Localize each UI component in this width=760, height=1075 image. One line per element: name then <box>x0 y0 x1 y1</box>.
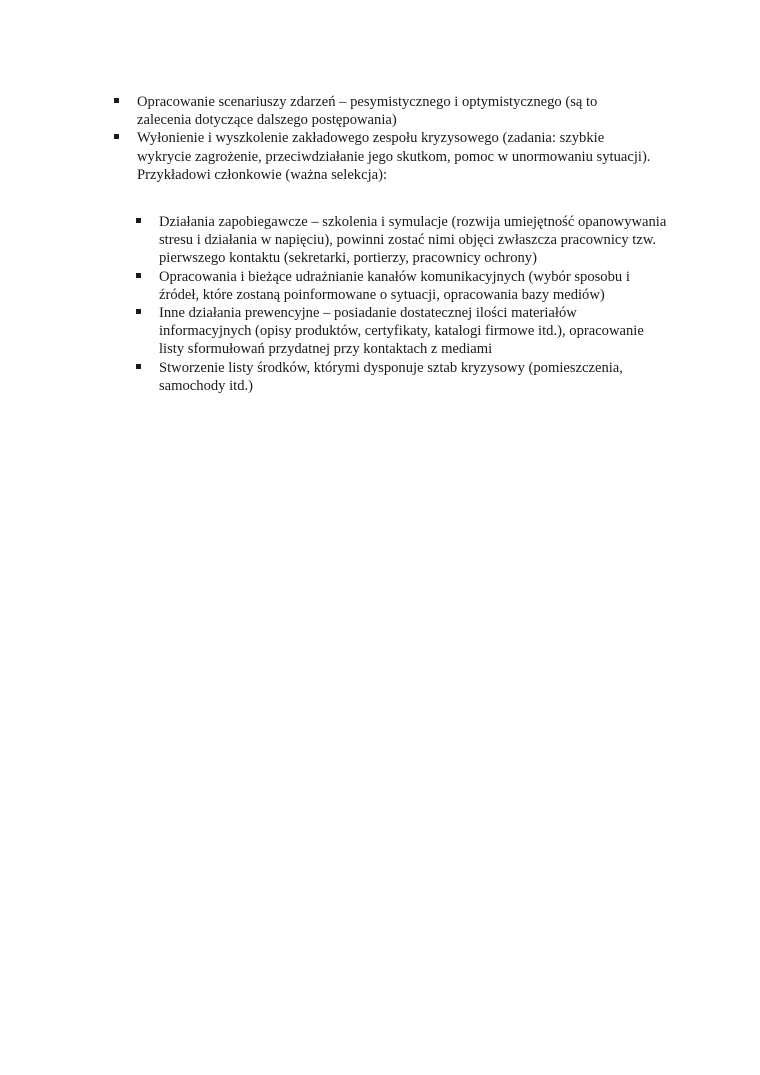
square-bullet-icon <box>136 273 141 278</box>
square-bullet-icon <box>114 98 119 103</box>
sub-bullet-list <box>136 213 672 395</box>
square-bullet-icon <box>136 218 141 223</box>
list-item-text: Inne działania prewencyjne – posiadanie dostatecznej ilości materiałów informacyjnych (opisy produktów, certyfikaty, katalogi firmowe itd.), opracowanie listy sformułowań przydatnej przy kontaktach z mediami <box>159 305 644 358</box>
list-item-text: Opracowanie scenariuszy zdarzeń – pesymistycznego i optymistycznego (są to zalecenia dotyczące dalszego postępowania) <box>137 94 598 129</box>
list-item <box>114 93 654 129</box>
list-item-text: Opracowania i bieżące udrażnianie kanałów komunikacyjnych (wybór sposobu i źródeł, które zostaną poinformowane o sytuacji, opracowania bazy mediów) <box>159 268 630 303</box>
list-item-text: Stworzenie listy środków, którymi dysponuje sztab kryzysowy (pomieszczenia, samochody itd.) <box>159 359 623 394</box>
square-bullet-icon <box>136 309 141 314</box>
list-item-text: Wyłonienie i wyszkolenie zakładowego zespołu kryzysowego (zadania: szybkie wykrycie zagrożenie, przeciwdziałanie jego skutkom, pomoc w unormowaniu sytuacji). Przykładowi członkowie (ważna selekcja): <box>137 130 651 183</box>
list-item <box>136 268 672 304</box>
list-item-text: Działania zapobiegawcze – szkolenia i symulacje (rozwija umiejętność opanowywania stresu i działania w napięciu), powinni zostać nimi objęci zwłaszcza pracownicy tzw. pierwszego kontaktu (sekretarki, portierzy, pracownicy ochrony) <box>159 214 667 267</box>
list-item <box>114 129 654 184</box>
list-item <box>136 359 672 395</box>
main-bullet-list <box>114 93 654 184</box>
square-bullet-icon <box>114 134 119 139</box>
square-bullet-icon <box>136 364 141 369</box>
list-item <box>136 304 672 359</box>
list-item <box>136 213 672 268</box>
